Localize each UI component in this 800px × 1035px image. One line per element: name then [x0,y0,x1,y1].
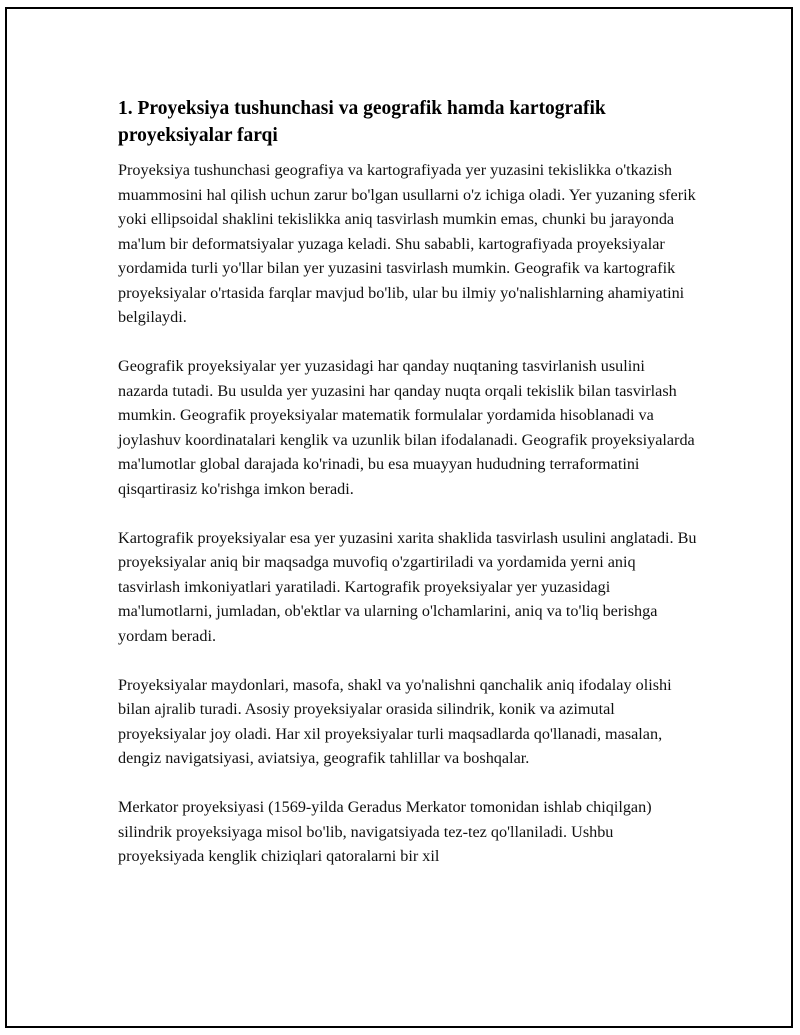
paragraph-4: Proyeksiyalar maydonlari, masofa, shakl va yo'nalishni qanchalik aniq ifodalay olishi bilan ajralib turadi. Asosiy proyeksiyalar orasida silindrik, konik va azimutal proyeksiyalar joy oladi. Har xil proyeksiyalar turli maqsadlarda qo'llanadi, masalan, dengiz navigatsiyasi, aviatsiya, geografik tahlillar va boshqalar. [118,675,672,767]
document-body [118,95,698,893]
paragraph-3: Kartografik proyeksiyalar esa yer yuzasini xarita shaklida tasvirlash usulini anglatadi. Bu proyeksiyalar aniq bir maqsadga muvofiq o'zgartiriladi va yordamida yerni aniq tasvirlash imkoniyatlari yaratiladi. Kartografik proyeksiyalar yer yuzasidagi ma'lumotlarni, jumladan, ob'ektlar va ularning o'lchamlarini, aniq va to'liq berishga yordam beradi. [118,528,697,645]
paragraph-1: Proyeksiya tushunchasi geografiya va kartografiyada yer yuzasini tekislikka o'tkazish muammosini hal qilish uchun zarur bo'lgan usullarni o'z ichiga oladi. Yer yuzaning sferik yoki ellipsoidal shaklini tekislikka aniq tasvirlash mumkin emas, chunki bu jarayonda ma'lum bir deformatsiyalar yuzaga keladi. Shu sababli, kartografiyada proyeksiyalar yordamida turli yo'llar bilan yer yuzasini tasvirlash mumkin. Geografik va kartografik proyeksiyalar o'rtasida farqlar mavjud bo'lib, ular bu ilmiy yo'nalishlarning ahamiyatini belgilaydi. [118,161,696,326]
paragraph-5: Merkator proyeksiyasi (1569-yilda Geradus Merkator tomonidan ishlab chiqilgan) silindrik proyeksiyaga misol bo'lib, navigatsiyada tez-tez qo'llaniladi. Ushbu proyeksiyada kenglik chiziqlari qatoralarni bir xil [118,798,652,865]
paragraph-2: Geografik proyeksiyalar yer yuzasidagi har qanday nuqtaning tasvirlanish usulini nazarda tutadi. Bu usulda yer yuzasini har qanday nuqta orqali tekislik bilan tasvirlash mumkin. Geografik proyeksiyalar matematik formulalar yordamida hisoblanadi va joylashuv koordinatalari kenglik va uzunlik bilan ifodalanadi. Geografik proyeksiyalarda ma'lumotlar global darajada ko'rinadi, bu esa muayyan hududning terraformatini qisqartirasiz ko'rishga imkon beradi. [118,357,695,498]
section-title: 1. Proyeksiya tushunchasi va geografik hamda kartografik proyeksiyalar farqi [118,98,606,146]
